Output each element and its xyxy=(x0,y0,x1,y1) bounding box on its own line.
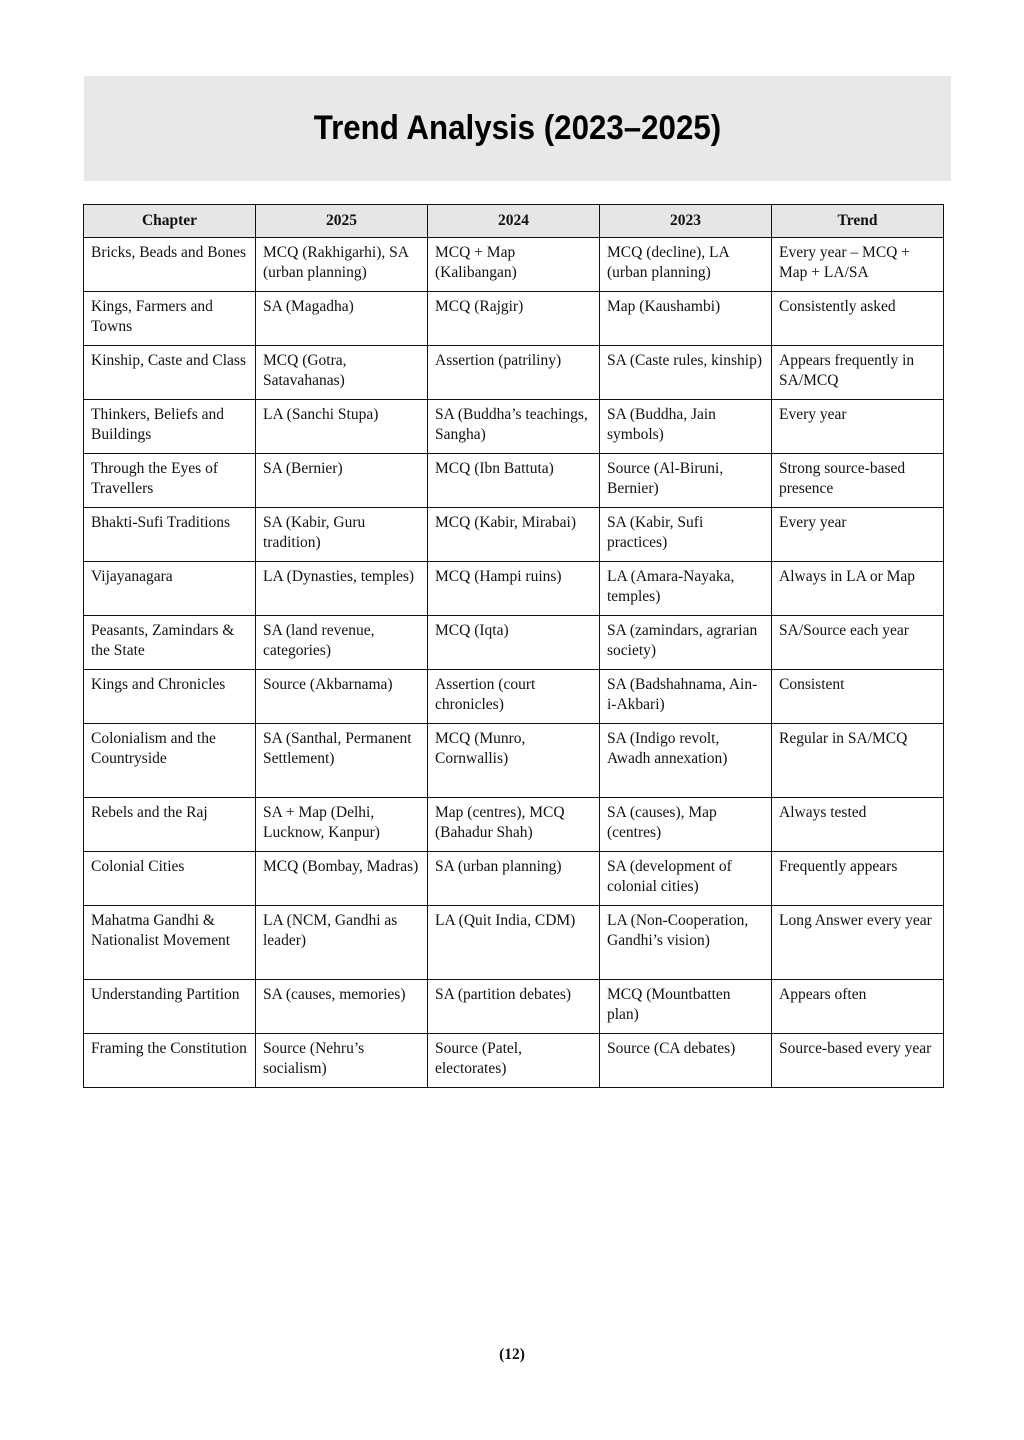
table-row xyxy=(84,670,944,724)
year-2024-cell: MCQ (Rajgir) xyxy=(428,292,600,346)
year-2023-cell: Map (Kaushambi) xyxy=(600,292,772,346)
year-2025-cell: SA + Map (Delhi, Lucknow, Kanpur) xyxy=(256,798,428,852)
year-2023-cell: SA (development of colonial cities) xyxy=(600,852,772,906)
trend-cell: Every year – MCQ + Map + LA/SA xyxy=(772,238,944,292)
year-2025-cell: SA (Magadha) xyxy=(256,292,428,346)
chapter-cell: Thinkers, Beliefs and Buildings xyxy=(84,400,256,454)
year-2023-cell: MCQ (decline), LA (urban planning) xyxy=(600,238,772,292)
year-2023-cell: SA (Kabir, Sufi practices) xyxy=(600,508,772,562)
chapter-cell: Colonial Cities xyxy=(84,852,256,906)
year-2024-cell: MCQ (Ibn Battuta) xyxy=(428,454,600,508)
header-2025: 2025 xyxy=(256,205,428,238)
page-title: Trend Analysis (2023–2025) xyxy=(313,109,722,147)
table-row xyxy=(84,798,944,852)
year-2024-cell: Assertion (court chronicles) xyxy=(428,670,600,724)
trend-table xyxy=(83,204,944,1088)
year-2025-cell: LA (Dynasties, temples) xyxy=(256,562,428,616)
year-2025-cell: SA (Bernier) xyxy=(256,454,428,508)
chapter-cell: Mahatma Gandhi & Nationalist Movement xyxy=(84,906,256,980)
trend-cell: Appears often xyxy=(772,980,944,1034)
table-row xyxy=(84,346,944,400)
year-2023-cell: LA (Amara-Nayaka, temples) xyxy=(600,562,772,616)
header-trend: Trend xyxy=(772,205,944,238)
year-2023-cell: SA (Badshahnama, Ain-i-Akbari) xyxy=(600,670,772,724)
chapter-cell: Vijayanagara xyxy=(84,562,256,616)
year-2023-cell: SA (Indigo revolt, Awadh annexation) xyxy=(600,724,772,798)
chapter-cell: Rebels and the Raj xyxy=(84,798,256,852)
table-body xyxy=(84,238,944,1088)
year-2025-cell: LA (NCM, Gandhi as leader) xyxy=(256,906,428,980)
year-2024-cell: SA (Buddha’s teachings, Sangha) xyxy=(428,400,600,454)
year-2025-cell: MCQ (Rakhigarhi), SA (urban planning) xyxy=(256,238,428,292)
year-2024-cell: Source (Patel, electorates) xyxy=(428,1034,600,1088)
page-number: (12) xyxy=(499,1346,525,1363)
year-2025-cell: SA (land revenue, categories) xyxy=(256,616,428,670)
year-2025-cell: SA (causes, memories) xyxy=(256,980,428,1034)
year-2023-cell: SA (Buddha, Jain symbols) xyxy=(600,400,772,454)
year-2023-cell: SA (Caste rules, kinship) xyxy=(600,346,772,400)
year-2023-cell: LA (Non-Cooperation, Gandhi’s vision) xyxy=(600,906,772,980)
title-banner xyxy=(84,76,951,181)
table-row xyxy=(84,980,944,1034)
year-2025-cell: Source (Nehru’s socialism) xyxy=(256,1034,428,1088)
trend-cell: Appears frequently in SA/MCQ xyxy=(772,346,944,400)
year-2025-cell: MCQ (Gotra, Satavahanas) xyxy=(256,346,428,400)
year-2025-cell: MCQ (Bombay, Madras) xyxy=(256,852,428,906)
year-2024-cell: MCQ (Kabir, Mirabai) xyxy=(428,508,600,562)
year-2025-cell: SA (Kabir, Guru tradition) xyxy=(256,508,428,562)
trend-cell: Consistent xyxy=(772,670,944,724)
year-2024-cell: SA (urban planning) xyxy=(428,852,600,906)
trend-cell: Always tested xyxy=(772,798,944,852)
table-row xyxy=(84,454,944,508)
year-2024-cell: MCQ (Hampi ruins) xyxy=(428,562,600,616)
table-row xyxy=(84,724,944,798)
table-row xyxy=(84,906,944,980)
year-2023-cell: SA (zamindars, agrarian society) xyxy=(600,616,772,670)
chapter-cell: Kings, Farmers and Towns xyxy=(84,292,256,346)
header-chapter: Chapter xyxy=(84,205,256,238)
trend-cell: Frequently appears xyxy=(772,852,944,906)
trend-cell: Regular in SA/MCQ xyxy=(772,724,944,798)
header-2024: 2024 xyxy=(428,205,600,238)
chapter-cell: Understanding Partition xyxy=(84,980,256,1034)
trend-cell: Long Answer every year xyxy=(772,906,944,980)
header-2023: 2023 xyxy=(600,205,772,238)
trend-cell: Source-based every year xyxy=(772,1034,944,1088)
chapter-cell: Through the Eyes of Travellers xyxy=(84,454,256,508)
table-row xyxy=(84,562,944,616)
year-2025-cell: Source (Akbarnama) xyxy=(256,670,428,724)
year-2024-cell: SA (partition debates) xyxy=(428,980,600,1034)
trend-cell: Every year xyxy=(772,508,944,562)
chapter-cell: Colonialism and the Countryside xyxy=(84,724,256,798)
chapter-cell: Kings and Chronicles xyxy=(84,670,256,724)
trend-cell: Consistently asked xyxy=(772,292,944,346)
year-2024-cell: MCQ (Iqta) xyxy=(428,616,600,670)
chapter-cell: Peasants, Zamindars & the State xyxy=(84,616,256,670)
trend-cell: Strong source-based presence xyxy=(772,454,944,508)
year-2023-cell: MCQ (Mountbatten plan) xyxy=(600,980,772,1034)
table-row xyxy=(84,616,944,670)
table-row xyxy=(84,1034,944,1088)
year-2024-cell: MCQ (Munro, Cornwallis) xyxy=(428,724,600,798)
table-header-row xyxy=(84,205,944,238)
table-row xyxy=(84,508,944,562)
year-2025-cell: SA (Santhal, Permanent Settlement) xyxy=(256,724,428,798)
table-row xyxy=(84,400,944,454)
year-2023-cell: Source (CA debates) xyxy=(600,1034,772,1088)
year-2024-cell: LA (Quit India, CDM) xyxy=(428,906,600,980)
table-row xyxy=(84,292,944,346)
trend-cell: Always in LA or Map xyxy=(772,562,944,616)
chapter-cell: Bricks, Beads and Bones xyxy=(84,238,256,292)
year-2024-cell: Map (centres), MCQ (Bahadur Shah) xyxy=(428,798,600,852)
year-2025-cell: LA (Sanchi Stupa) xyxy=(256,400,428,454)
chapter-cell: Bhakti-Sufi Traditions xyxy=(84,508,256,562)
year-2023-cell: Source (Al-Biruni, Bernier) xyxy=(600,454,772,508)
table-row xyxy=(84,238,944,292)
chapter-cell: Kinship, Caste and Class xyxy=(84,346,256,400)
year-2024-cell: MCQ + Map (Kalibangan) xyxy=(428,238,600,292)
chapter-cell: Framing the Constitution xyxy=(84,1034,256,1088)
year-2024-cell: Assertion (patriliny) xyxy=(428,346,600,400)
table-row xyxy=(84,852,944,906)
trend-cell: Every year xyxy=(772,400,944,454)
year-2023-cell: SA (causes), Map (centres) xyxy=(600,798,772,852)
trend-cell: SA/Source each year xyxy=(772,616,944,670)
